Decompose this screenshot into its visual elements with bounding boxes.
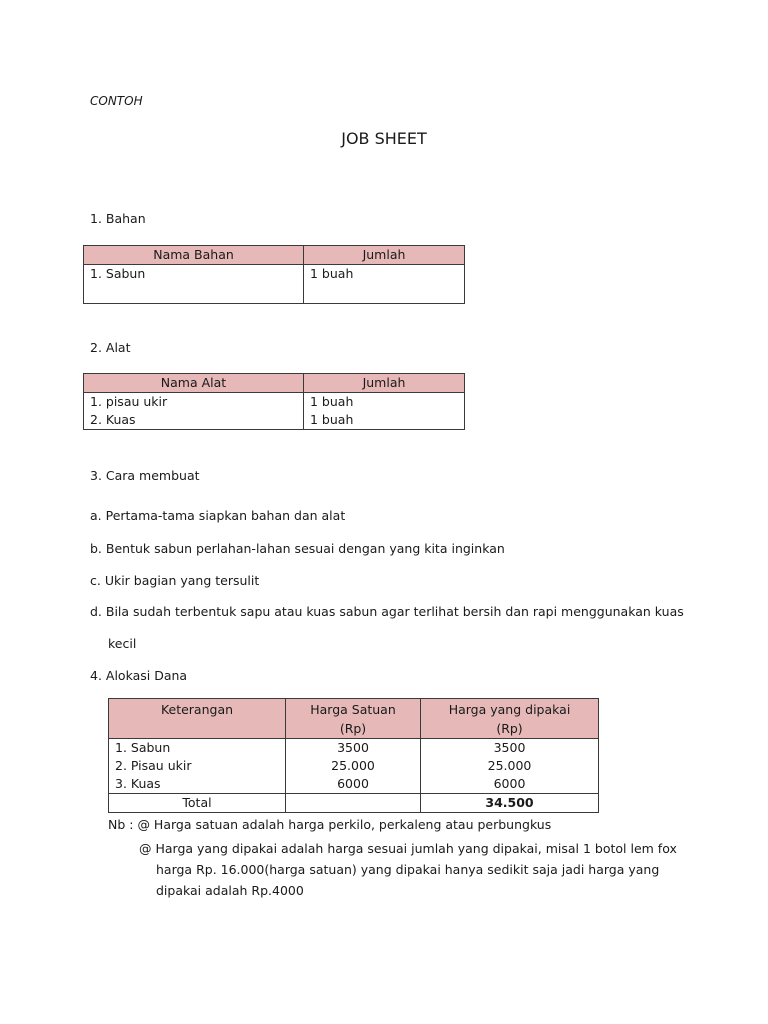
table-cell: 3500 — [286, 739, 421, 758]
step-item: c. Ukir bagian yang tersulit — [90, 573, 260, 588]
note-line: dipakai adalah Rp.4000 — [156, 883, 304, 898]
column-header: Keterangan — [109, 699, 286, 739]
dana-table — [108, 698, 599, 813]
step-item: a. Pertama-tama siapkan bahan dan alat — [90, 508, 346, 523]
section-dana-heading: 4. Alokasi Dana — [90, 668, 188, 683]
page-title: JOB SHEET — [341, 129, 427, 148]
table-cell: 1. Sabun — [84, 265, 304, 304]
column-header: Jumlah — [304, 246, 465, 265]
section-bahan-heading: 1. Bahan — [90, 211, 146, 226]
table-row — [84, 411, 465, 430]
table-cell: 2. Kuas — [84, 411, 304, 430]
table-cell: 1 buah — [304, 393, 465, 412]
table-header-row — [84, 374, 465, 393]
table-cell: 1. pisau ukir — [84, 393, 304, 412]
table-cell: 25.000 — [286, 757, 421, 775]
table-cell: 6000 — [421, 775, 599, 794]
alat-table — [83, 373, 465, 430]
table-cell-empty — [286, 794, 421, 813]
column-header-line: Harga yang dipakai — [448, 702, 571, 717]
column-header-unit: (Rp) — [339, 721, 367, 736]
column-header — [286, 699, 421, 739]
step-item: d. Bila sudah terbentuk sapu atau kuas sabun agar terlihat bersih dan rapi menggunakan kuas — [90, 604, 684, 619]
column-header: Nama Alat — [84, 374, 304, 393]
note-line: Nb : @ Harga satuan adalah harga perkilo, perkaleng atau perbungkus — [108, 817, 552, 832]
table-cell: 3500 — [421, 739, 599, 758]
table-total-row — [109, 794, 599, 813]
column-header-line: Harga Satuan — [310, 702, 396, 717]
table-cell: 1 buah — [304, 411, 465, 430]
table-row — [84, 393, 465, 412]
section-alat-heading: 2. Alat — [90, 340, 131, 355]
bahan-table — [83, 245, 465, 304]
section-cara-heading: 3. Cara membuat — [90, 468, 200, 483]
table-header-row — [109, 699, 599, 739]
note-paragraph — [139, 838, 679, 901]
step-item-continuation: kecil — [108, 636, 137, 651]
column-header — [421, 699, 599, 739]
table-cell: 3. Kuas — [109, 775, 286, 794]
note-line: @ Harga yang dipakai adalah harga sesuai jumlah yang dipakai, misal 1 botol lem fox — [139, 841, 677, 856]
note-line: harga Rp. 16.000(harga satuan) yang dipakai hanya sedikit saja jadi harga yang — [156, 862, 660, 877]
total-value: 34.500 — [421, 794, 599, 813]
table-row — [109, 757, 599, 775]
table-cell: 6000 — [286, 775, 421, 794]
step-item: b. Bentuk sabun perlahan-lahan sesuai dengan yang kita inginkan — [90, 541, 505, 556]
table-row — [84, 265, 465, 304]
table-cell: 1 buah — [304, 265, 465, 304]
column-header-unit: (Rp) — [496, 721, 523, 736]
column-header: Jumlah — [304, 374, 465, 393]
column-header: Nama Bahan — [84, 246, 304, 265]
total-label: Total — [109, 794, 286, 813]
table-row — [109, 739, 599, 758]
table-cell: 1. Sabun — [109, 739, 286, 758]
contoh-label: CONTOH — [90, 94, 143, 108]
table-row — [109, 775, 599, 794]
table-cell: 25.000 — [421, 757, 599, 775]
table-header-row — [84, 246, 465, 265]
table-cell: 2. Pisau ukir — [109, 757, 286, 775]
